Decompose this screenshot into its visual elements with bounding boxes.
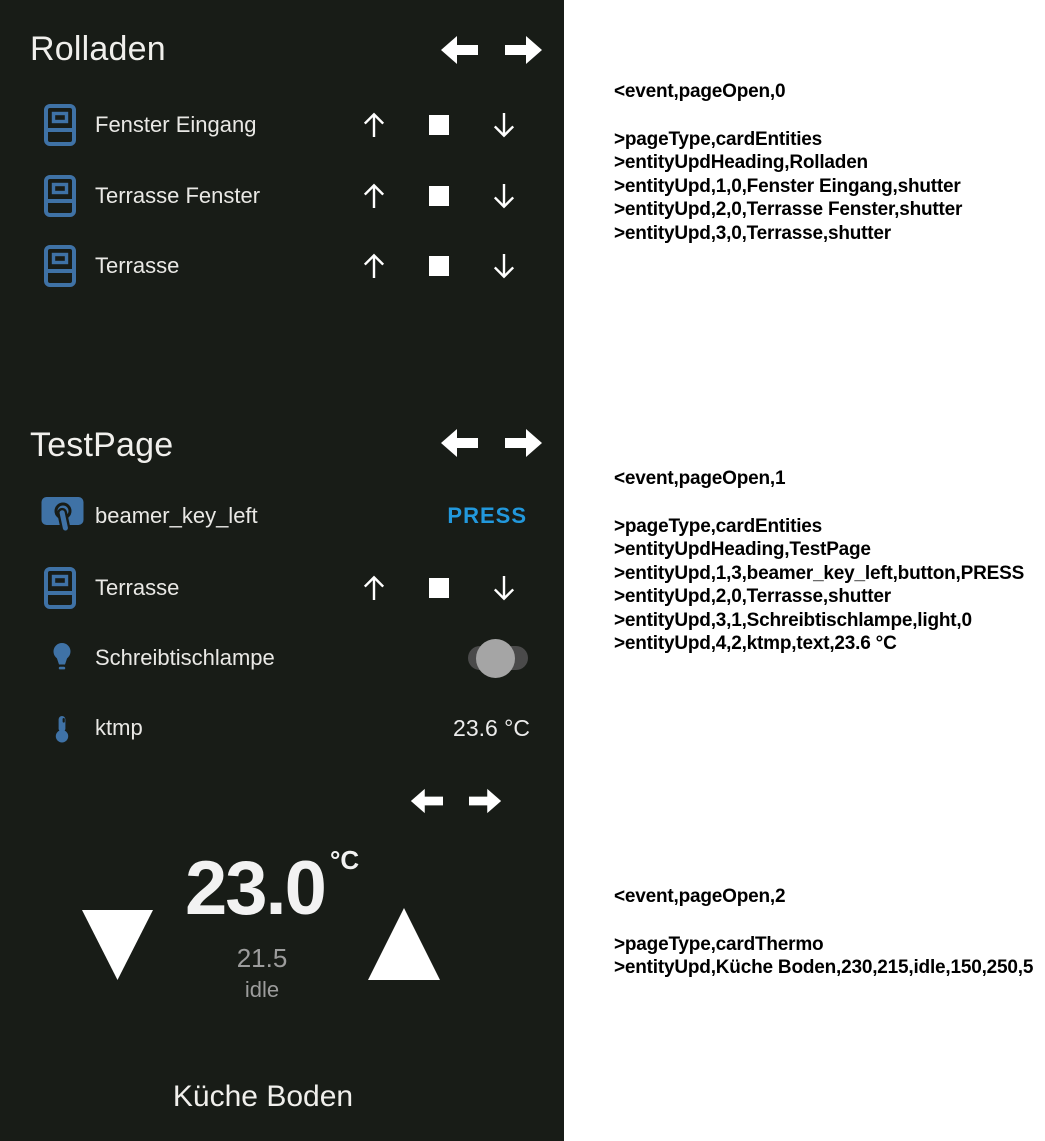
page-title: TestPage [30, 426, 174, 464]
log-line: >entityUpdHeading,Rolladen [614, 152, 868, 173]
log-line: >entityUpd,2,0,Terrasse Fenster,shutter [614, 199, 963, 220]
log-event-line: <event,pageOpen,0 [614, 81, 786, 102]
log-line: >entityUpd,4,2,ktmp,text,23.6 °C [614, 633, 897, 654]
entity-row [0, 103, 564, 147]
entity-row [0, 636, 564, 680]
entity-row [0, 244, 564, 288]
shutter-down-button[interactable] [487, 571, 521, 605]
shutter-down-button[interactable] [487, 108, 521, 142]
press-button[interactable]: PRESS [447, 503, 527, 528]
window-shutter-icon [44, 245, 76, 287]
nav-next-button[interactable] [505, 428, 543, 458]
shutter-down-button[interactable] [487, 249, 521, 283]
arrow-left-bold-icon [440, 428, 478, 458]
log-event-line: <event,pageOpen,2 [614, 886, 786, 907]
arrow-right-bold-icon [505, 35, 543, 65]
target-temperature: 21.5 [236, 943, 288, 973]
shutter-down-button[interactable] [487, 179, 521, 213]
current-temperature: 23.0 [185, 846, 325, 931]
shutter-up-button[interactable] [357, 249, 391, 283]
entity-label: Terrasse [95, 253, 180, 278]
log-line: >entityUpd,3,0,Terrasse,shutter [614, 222, 891, 244]
arrow-right-bold-icon [505, 428, 543, 458]
thermometer-icon [53, 715, 71, 743]
shutter-stop-button[interactable] [429, 256, 449, 276]
nav-prev-button[interactable] [440, 35, 478, 65]
window-shutter-icon [44, 175, 76, 217]
nav-prev-button[interactable] [410, 786, 443, 816]
log-line: >entityUpd,1,0,Fenster Eingang,shutter [614, 175, 961, 197]
shutter-stop-button[interactable] [429, 186, 449, 206]
nav-next-button[interactable] [505, 35, 543, 65]
shutter-up-button[interactable] [357, 571, 391, 605]
log-line: >entityUpd,Küche Boden,230,215,idle,150,250,5 [614, 957, 1034, 978]
nav-next-button[interactable] [469, 786, 502, 816]
window-shutter-icon [44, 567, 76, 609]
entity-label: beamer_key_left [95, 503, 258, 528]
shutter-stop-button[interactable] [429, 115, 449, 135]
lightbulb-icon [50, 642, 74, 674]
log-line: >pageType,cardEntities [614, 128, 823, 150]
log-line: >entityUpd,1,3,beamer_key_left,button,PRESS [614, 562, 1025, 584]
shutter-up-button[interactable] [357, 179, 391, 213]
light-toggle-switch[interactable] [468, 639, 546, 679]
entity-row [0, 566, 564, 610]
temperature-unit: °C [330, 845, 360, 875]
window-shutter-icon [44, 104, 76, 146]
thermostat-title: Küche Boden [172, 1080, 354, 1113]
temperature-value: 23.6 °C [453, 715, 530, 741]
triangle-up-icon [368, 908, 440, 980]
arrow-left-bold-icon [440, 35, 478, 65]
toggle-knob [476, 639, 515, 678]
serial-log-block-1 [614, 467, 1044, 656]
shutter-stop-button[interactable] [429, 578, 449, 598]
nav-prev-button[interactable] [440, 428, 478, 458]
gesture-tap-button-icon [40, 494, 85, 535]
entity-row [0, 174, 564, 218]
arrow-left-bold-icon [410, 786, 443, 816]
entity-row [0, 706, 564, 750]
log-event-line: <event,pageOpen,1 [614, 468, 786, 489]
entity-label: Terrasse Fenster [95, 183, 261, 208]
entity-label: Terrasse [95, 575, 180, 600]
entity-row [0, 494, 564, 538]
temp-increase-button[interactable] [368, 908, 440, 980]
arrow-right-bold-icon [469, 786, 502, 816]
page-title: Rolladen [30, 30, 166, 68]
hvac-state: idle [244, 977, 280, 1002]
log-line: >entityUpd,3,1,Schreibtischlampe,light,0 [614, 609, 972, 631]
log-line: >pageType,cardEntities [614, 515, 823, 537]
shutter-up-button[interactable] [357, 108, 391, 142]
log-line: >entityUpdHeading,TestPage [614, 539, 871, 560]
entity-label: Fenster Eingang [95, 112, 257, 137]
entity-label: Schreibtischlampe [95, 645, 275, 670]
entity-label: ktmp [95, 715, 143, 740]
log-line: >entityUpd,2,0,Terrasse,shutter [614, 586, 891, 607]
log-line: >pageType,cardThermo [614, 933, 824, 955]
serial-log-block-2 [614, 885, 1044, 980]
temp-decrease-button[interactable] [82, 910, 153, 980]
serial-log-block-0 [614, 80, 1044, 245]
triangle-down-icon [82, 910, 153, 980]
